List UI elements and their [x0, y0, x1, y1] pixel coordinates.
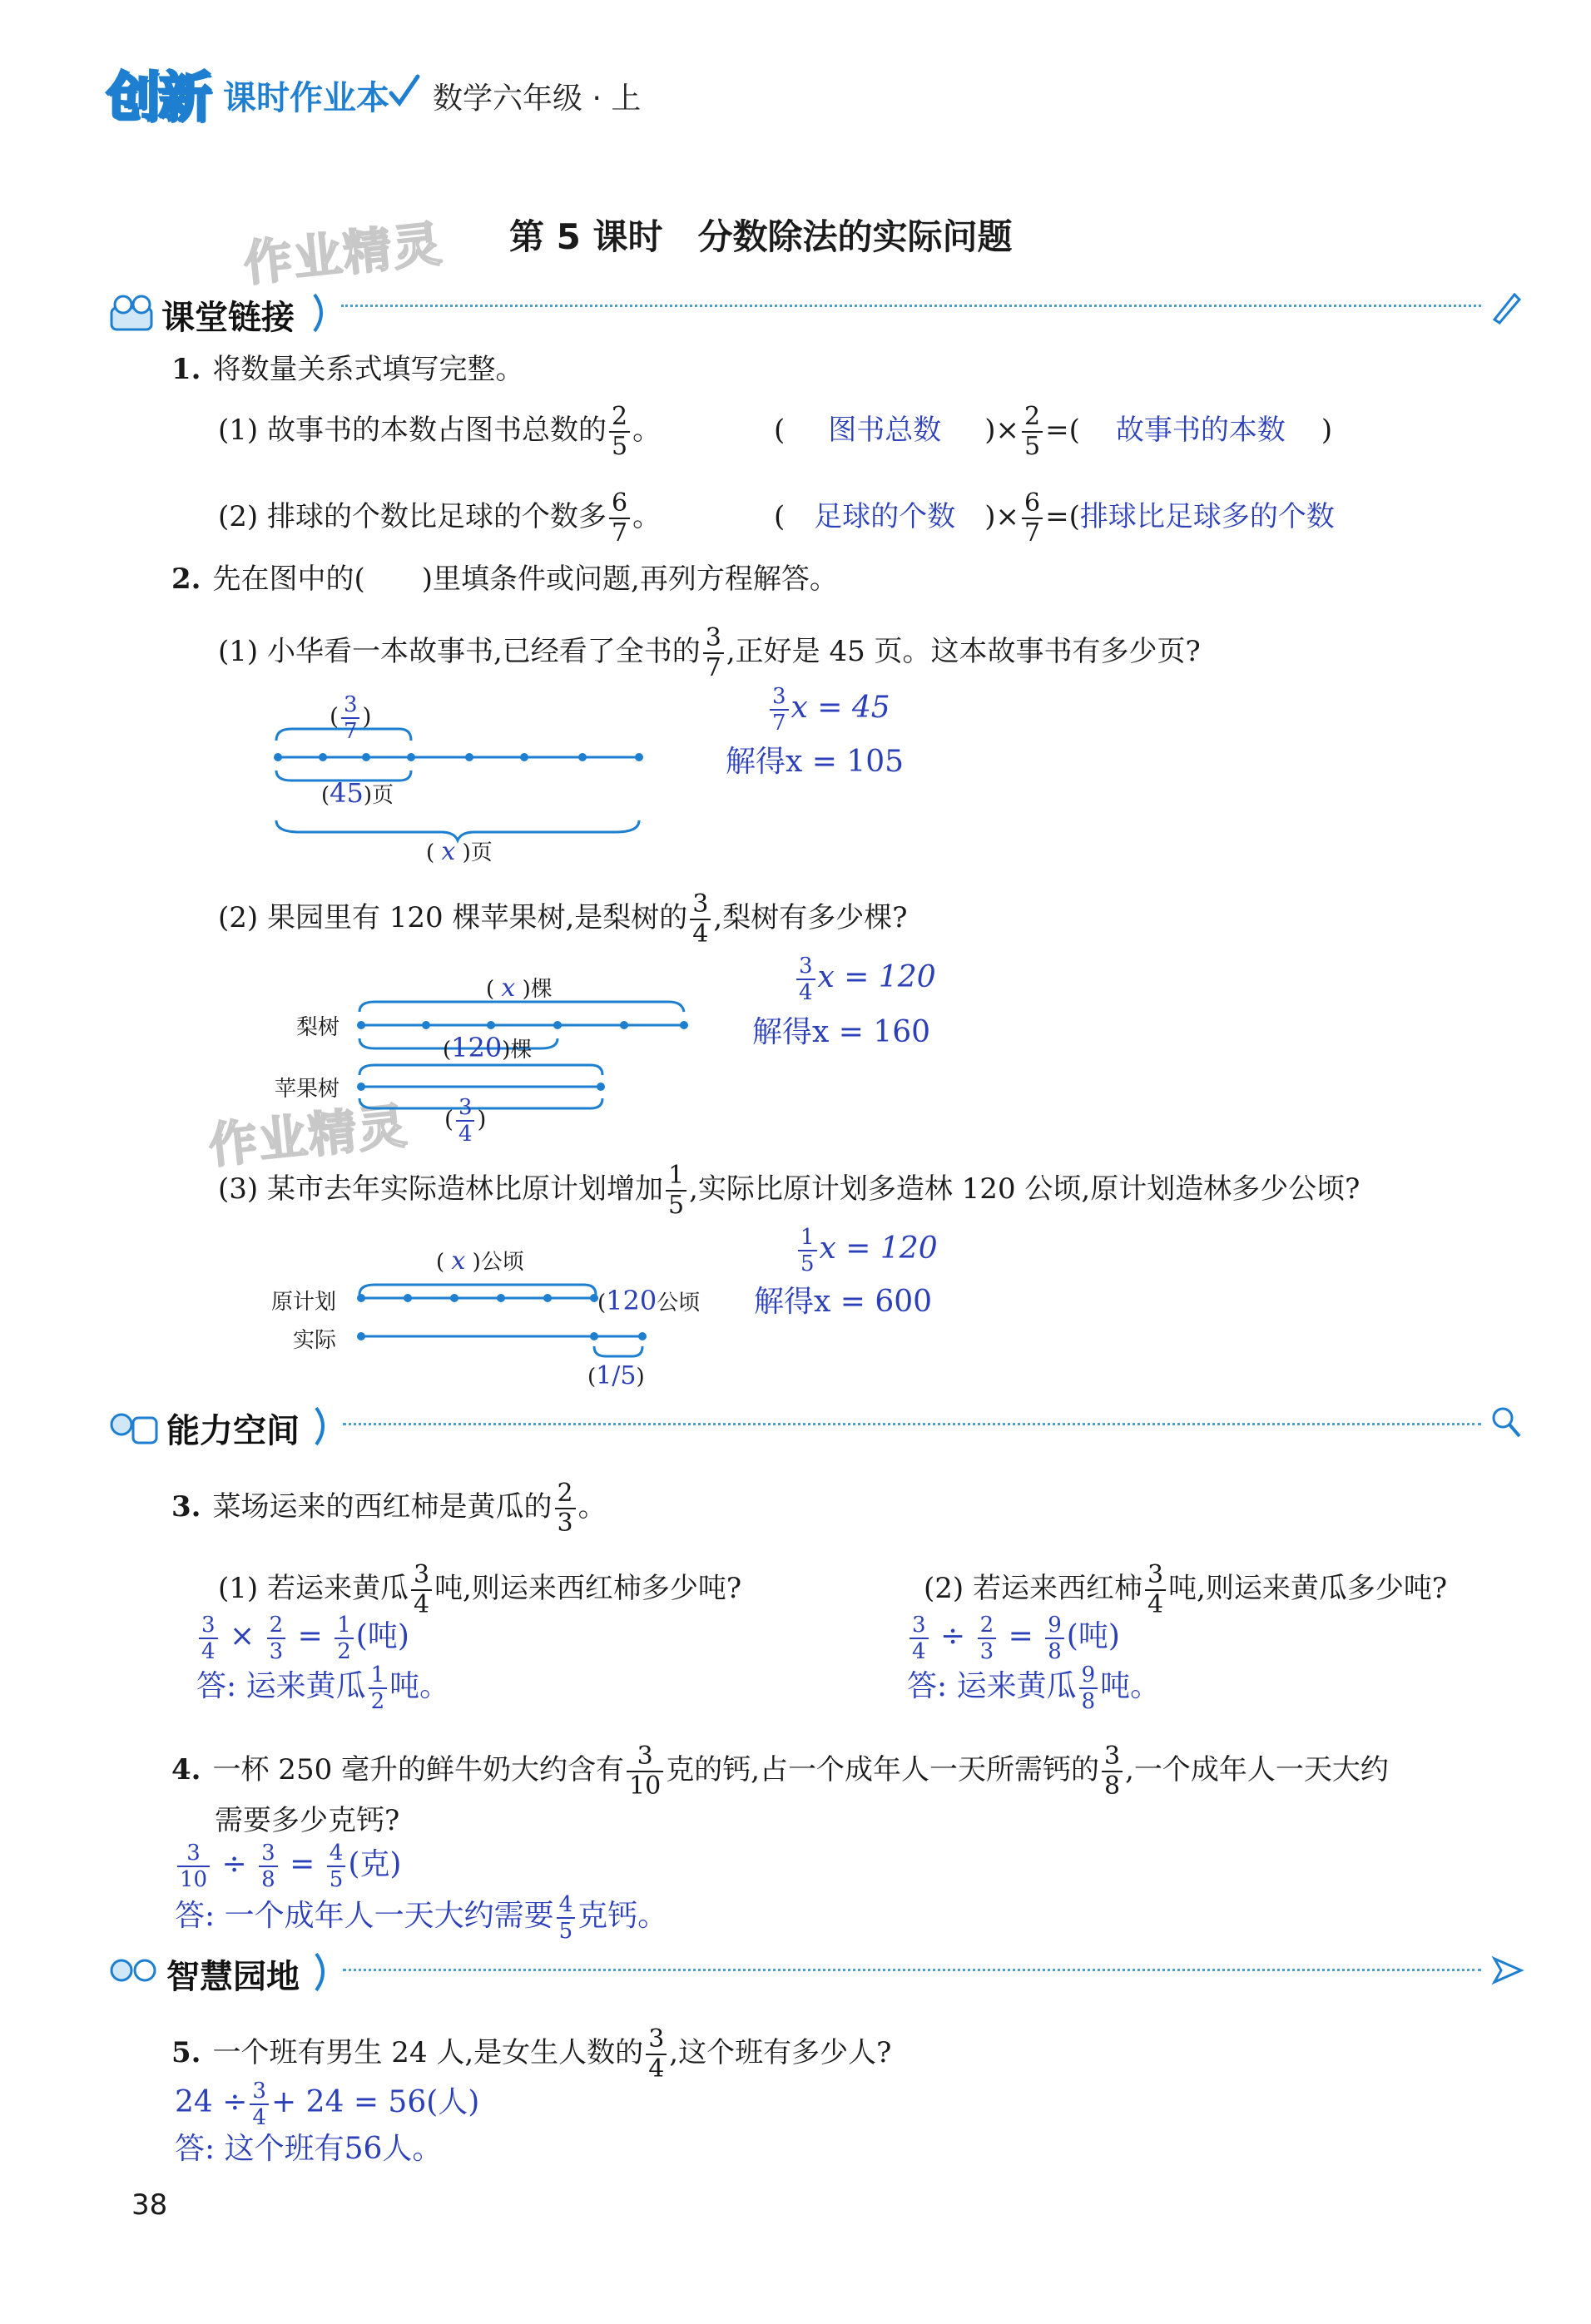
diagram3-right-label: (120公顷	[597, 1285, 701, 1316]
answer-blank[interactable]: 故事书的本数	[1115, 414, 1286, 447]
q2-part3: (3) 某市去年实际造林比原计划增加 $\frac{1}{5}$ ,实际比原计划多造林 120 公顷,原计划造林多少公顷?	[218, 1161, 1361, 1220]
question-2: 2. 先在图中的( )里填条件或问题,再列方程解答。	[171, 562, 838, 596]
q1-part2-formula: ( 足球的个数 )× $\frac{6}{7}$ =(排球比足球多的个数	[774, 488, 1335, 548]
q3-part2-answer: 答: 运来黄瓜 $\frac{9}{8}$ 吨。	[907, 1662, 1161, 1714]
answer-blank[interactable]: 排球比足球多的个数	[1079, 500, 1335, 533]
section-title: 课堂链接	[161, 299, 295, 337]
diagram1-mid-label: (45)页	[321, 777, 394, 809]
diagram2-row2-label: 苹果树	[275, 1077, 340, 1102]
fraction: $\frac{3}{4}$	[690, 892, 711, 947]
section-header-nengli	[108, 1401, 1523, 1451]
q3-part1-calc: $\frac{3}{4}$ × $\frac{2}{3}$ = $\frac{1}{2}$ (吨)	[196, 1614, 409, 1662]
q5-calc: 24 ÷ $\frac{3}{4}$ + 24 = 56(人)	[175, 2079, 480, 2130]
fraction: $\frac{6}{7}$	[609, 491, 630, 546]
diagram2-bottom-label: ( $\frac{3}{4}$ )	[444, 1095, 487, 1147]
page-number: 38	[131, 2188, 168, 2222]
diagram1-top-label: ( $\frac{3}{7}$ )	[330, 692, 372, 744]
q4-line2: 需要多少克钙?	[215, 1804, 400, 1837]
q2-part3-solution: 解得x = 600	[754, 1285, 933, 1319]
fraction: $\frac{2}{3}$	[555, 1481, 576, 1536]
section-header-zhihui	[108, 1947, 1523, 1997]
pen-check-icon	[388, 72, 421, 108]
answer-blank[interactable]: 足球的个数	[814, 500, 956, 533]
answer-blank[interactable]: 图书总数	[828, 414, 942, 447]
diagram3-row2-label: 实际	[293, 1328, 337, 1353]
fraction: $\frac{6}{7}$	[1022, 491, 1043, 546]
q3-part2: (2) 若运来西红柿 $\frac{3}{4}$ 吨,则运来黄瓜多少吨?	[924, 1560, 1448, 1619]
diagram1-bottom-label: ( x )页	[426, 837, 493, 866]
section-divider	[343, 1969, 1481, 1971]
fraction: $\frac{2}{5}$	[609, 404, 630, 459]
q2-part2: (2) 果园里有 120 棵苹果树,是梨树的 $\frac{3}{4}$ ,梨树有多少棵?	[218, 889, 908, 949]
q2-part2-equation: $\frac{3}{4}$ x = 120	[794, 955, 936, 1003]
lesson-title: 第 5 课时 分数除法的实际问题	[509, 216, 1013, 257]
diagram2-row1-label: 梨树	[296, 1015, 340, 1040]
fraction: $\frac{3}{8}$	[1102, 1744, 1123, 1799]
q3-part1: (1) 若运来黄瓜 $\frac{3}{4}$ 吨,则运来西红柿多少吨?	[218, 1560, 742, 1619]
mascot-icon	[108, 293, 156, 333]
q2-part2-solution: 解得x = 160	[752, 1015, 931, 1049]
diagram2-top-label: ( x )棵	[486, 974, 553, 1003]
fraction: $\frac{3}{10}$	[627, 1744, 663, 1799]
q1-part1: (1) 故事书的本数占图书总数的 $\frac{2}{5}$ 。	[218, 402, 662, 461]
section-header-ketang	[108, 288, 1523, 338]
diagram3-bottom-label: (1/5)	[587, 1361, 645, 1390]
fraction: $\frac{1}{5}$	[666, 1163, 686, 1218]
section-title: 能力空间	[166, 1412, 300, 1450]
q2-part1-solution: 解得x = 105	[726, 745, 905, 779]
section-divider	[341, 305, 1481, 307]
q3-part1-answer: 答: 运来黄瓜 $\frac{1}{2}$ 吨。	[196, 1662, 450, 1714]
q2-part1-equation: $\frac{3}{7}$ x = 45	[767, 686, 890, 734]
paper-plane-icon	[1491, 1954, 1524, 1987]
brand-logo: 创新	[107, 67, 210, 129]
q2-part3-equation: $\frac{1}{5}$ x = 120	[796, 1226, 938, 1275]
fraction: $\frac{2}{5}$	[1022, 404, 1043, 459]
series-name: 课时作业本	[223, 79, 389, 117]
fraction: $\frac{3}{4}$	[646, 2027, 667, 2082]
pencil-icon	[1489, 288, 1523, 325]
question-1: 1. 将数量关系式填写完整。	[171, 353, 524, 386]
mascot-icon	[108, 1406, 160, 1446]
watermark: 作业精灵	[206, 1097, 411, 1175]
watermark: 作业精灵	[240, 215, 446, 293]
diagram2-mid-label: (120)棵	[443, 1032, 533, 1063]
subject-grade: 数学六年级 · 上	[433, 82, 642, 116]
q4-answer: 答: 一个成年人一天大约需要 $\frac{4}{5}$ 克钙。	[175, 1892, 668, 1944]
diagram3-top-label: ( x )公顷	[436, 1246, 524, 1276]
question-5: 5. 一个班有男生 24 人,是女生人数的 $\frac{3}{4}$ ,这个班有多少人?	[171, 2024, 892, 2084]
fraction: $\frac{3}{4}$	[1145, 1563, 1166, 1618]
section-title: 智慧园地	[166, 1958, 300, 1996]
fraction: $\frac{3}{4}$	[411, 1563, 432, 1618]
bracket-icon	[313, 1405, 333, 1448]
page-header	[107, 55, 689, 129]
question-4: 4. 一杯 250 毫升的鲜牛奶大约含有 $\frac{3}{10}$ 克的钙,占一个成年人一天所需钙的 $\frac{3}{8}$ ,一个成年人一天大约	[171, 1742, 1389, 1801]
q1-part1-formula: ( 图书总数 )× $\frac{2}{5}$ =( 故事书的本数 )	[774, 402, 1333, 461]
mascot-icon	[108, 1952, 160, 1992]
bracket-icon	[313, 1950, 333, 1994]
q5-answer: 答: 这个班有56人。	[175, 2132, 443, 2166]
q3-part2-calc: $\frac{3}{4}$ ÷ $\frac{2}{3}$ = $\frac{9}{8}$ (吨)	[907, 1614, 1120, 1662]
q1-part2: (2) 排球的个数比足球的个数多 $\frac{6}{7}$ 。	[218, 488, 662, 548]
diagram3-row1-label: 原计划	[271, 1290, 337, 1315]
fraction: $\frac{3}{7}$	[703, 626, 724, 681]
bracket-icon	[311, 291, 331, 334]
q2-part1: (1) 小华看一本故事书,已经看了全书的 $\frac{3}{7}$ ,正好是 45 页。这本故事书有多少页?	[218, 623, 1201, 682]
q4-calc: $\frac{3}{10}$ ÷ $\frac{3}{8}$ = $\frac{4}{5}$ (克)	[175, 1842, 401, 1890]
question-3: 3. 菜场运来的西红柿是黄瓜的 $\frac{2}{3}$ 。	[171, 1479, 607, 1538]
magnifier-icon	[1489, 1405, 1523, 1441]
section-divider	[343, 1423, 1481, 1425]
